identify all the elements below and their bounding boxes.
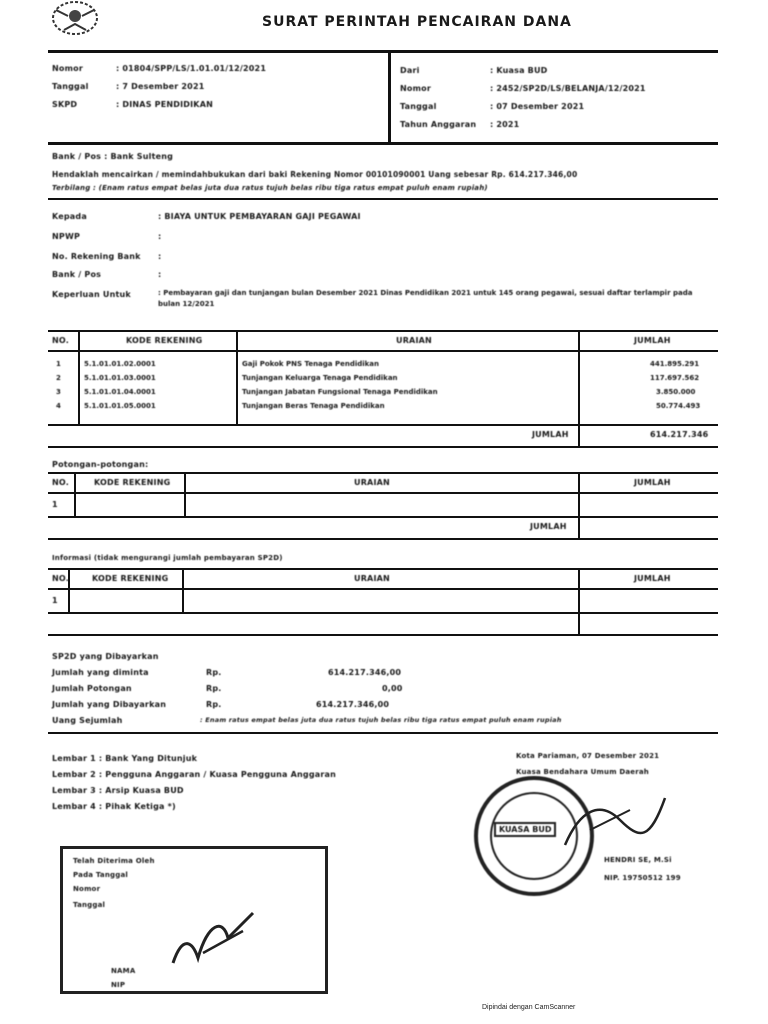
table-header: JUMLAH bbox=[634, 336, 671, 345]
distribution-item: Lembar 4 : Pihak Ketiga *) bbox=[52, 802, 176, 811]
summary-value: 614.217.346,00 bbox=[316, 700, 390, 709]
header-left-label: Tanggal bbox=[52, 82, 89, 91]
stamp-label: KUASA BUD bbox=[494, 822, 556, 837]
recipient-label: Kepada bbox=[52, 212, 87, 221]
receipt-line: Telah Diterima Oleh bbox=[73, 857, 155, 865]
table-rule bbox=[48, 538, 718, 540]
row-code: 5.1.01.01.05.0001 bbox=[84, 402, 156, 410]
summary-value: 0,00 bbox=[382, 684, 403, 693]
table-rule bbox=[48, 634, 718, 636]
sign-place-date: Kota Pariaman, 07 Desember 2021 bbox=[516, 752, 660, 760]
info-label: Informasi (tidak mengurangi jumlah pembayaran SP2D) bbox=[52, 554, 283, 562]
recipient-label: No. Rekening Bank bbox=[52, 252, 141, 261]
table-rule bbox=[48, 424, 718, 426]
header-right-label: Dari bbox=[400, 66, 420, 75]
signature-icon bbox=[560, 790, 670, 860]
receipt-line: Tanggal bbox=[73, 901, 106, 909]
table-header: JUMLAH bbox=[634, 478, 671, 487]
table-col bbox=[184, 472, 186, 518]
summary-currency: Rp. bbox=[206, 668, 222, 677]
deductions-label: Potongan-potongan: bbox=[52, 460, 149, 469]
summary-label: Jumlah yang Dibayarkan bbox=[52, 700, 167, 709]
header-left-value: : DINAS PENDIDIKAN bbox=[116, 100, 213, 109]
distribution-item: Lembar 1 : Bank Yang Ditunjuk bbox=[52, 754, 198, 763]
table-rule bbox=[48, 446, 718, 448]
row-desc: Tunjangan Jabatan Fungsional Tenaga Pendidikan bbox=[242, 388, 438, 396]
recipient-label: NPWP bbox=[52, 232, 81, 241]
summary-words-label: Uang Sejumlah bbox=[52, 716, 123, 725]
header-left-label: SKPD bbox=[52, 100, 78, 109]
table-col bbox=[182, 568, 184, 614]
table-header: KODE REKENING bbox=[126, 336, 203, 345]
header-right-value: : 07 Desember 2021 bbox=[490, 102, 585, 111]
receipt-line: NAMA bbox=[111, 967, 136, 975]
table-header: JUMLAH bbox=[634, 574, 671, 583]
row-no: 1 bbox=[56, 360, 61, 368]
row-no: 3 bbox=[56, 388, 61, 396]
handwritten-signature-icon bbox=[163, 903, 263, 973]
table-rule bbox=[48, 492, 718, 494]
header-left-label: Nomor bbox=[52, 64, 83, 73]
row-desc: Gaji Pokok PNS Tenaga Pendidikan bbox=[242, 360, 379, 368]
distribution-item: Lembar 3 : Arsip Kuasa BUD bbox=[52, 786, 184, 795]
table-header: KODE REKENING bbox=[92, 574, 169, 583]
row-no: 1 bbox=[52, 596, 58, 605]
document-title: SURAT PERINTAH PENCAIRAN DANA bbox=[262, 14, 572, 30]
header-right-label: Nomor bbox=[400, 84, 431, 93]
header-right-label: Tanggal bbox=[400, 102, 437, 111]
sign-nip: NIP. 19750512 199 bbox=[604, 874, 681, 882]
bank-line: Bank / Pos : Bank Sulteng bbox=[52, 152, 174, 161]
table-rule bbox=[48, 568, 718, 570]
row-amount: 441.895.291 bbox=[650, 360, 700, 368]
receipt-line: Pada Tanggal bbox=[73, 871, 128, 879]
row-amount: 50.774.493 bbox=[656, 402, 701, 410]
summary-currency: Rp. bbox=[206, 684, 222, 693]
summary-value: 614.217.346,00 bbox=[328, 668, 402, 677]
table-header: NO. bbox=[52, 336, 69, 345]
row-code: 5.1.01.01.02.0001 bbox=[84, 360, 156, 368]
summary-label: Jumlah yang diminta bbox=[52, 668, 149, 677]
table-total-label: JUMLAH bbox=[532, 430, 569, 439]
table-header: NO. bbox=[52, 478, 69, 487]
summary-rule bbox=[48, 732, 718, 734]
bank-terbilang: Terbilang : (Enam ratus empat belas juta dua ratus tujuh belas ribu tiga ratus empat puluh enam rupiah) bbox=[52, 184, 488, 192]
table-col bbox=[74, 472, 76, 518]
summary-words-value: : Enam ratus empat belas juta dua ratus tujuh belas ribu tiga ratus empat puluh enam rupiah bbox=[200, 716, 562, 724]
garuda-emblem-icon bbox=[46, 0, 104, 38]
table-header: URAIAN bbox=[354, 478, 390, 487]
row-no: 1 bbox=[52, 500, 58, 509]
bank-instruction: Hendaklah mencairkan / memindahbukukan dari baki Rekening Nomor 00101090001 Uang sebesar Rp. 614.217.346,00 bbox=[52, 170, 578, 179]
table-rule bbox=[48, 588, 718, 590]
row-code: 5.1.01.01.03.0001 bbox=[84, 374, 156, 382]
header-right-value: : 2021 bbox=[490, 120, 520, 129]
table-col bbox=[578, 330, 580, 448]
summary-currency: Rp. bbox=[206, 700, 222, 709]
row-no: 4 bbox=[56, 402, 61, 410]
distribution-item: Lembar 2 : Pengguna Anggaran / Kuasa Pengguna Anggaran bbox=[52, 770, 337, 779]
table-col bbox=[236, 330, 238, 426]
header-top-rule bbox=[48, 50, 718, 53]
recipient-value: : BIAYA UNTUK PEMBAYARAN GAJI PEGAWAI bbox=[158, 212, 361, 221]
table-total-value: 614.217.346 bbox=[650, 430, 709, 439]
summary-heading: SP2D yang Dibayarkan bbox=[52, 652, 159, 661]
row-desc: Tunjangan Keluarga Tenaga Pendidikan bbox=[242, 374, 398, 382]
header-bottom-rule bbox=[48, 142, 718, 145]
sign-name: HENDRI SE, M.Si bbox=[604, 856, 672, 864]
header-left-value: : 7 Desember 2021 bbox=[116, 82, 205, 91]
sign-role: Kuasa Bendahara Umum Daerah bbox=[516, 768, 649, 776]
recipient-label: Bank / Pos bbox=[52, 270, 102, 279]
recipient-value: : bbox=[158, 252, 162, 261]
receipt-box bbox=[60, 846, 328, 994]
table-rule bbox=[48, 350, 718, 352]
header-right-value: : 2452/SP2D/LS/BELANJA/12/2021 bbox=[490, 84, 646, 93]
table-rule bbox=[48, 516, 718, 518]
recipient-purpose: : Pembayaran gaji dan tunjangan bulan Desember 2021 Dinas Pendidikan 2021 untuk 145 orang pegawai, sesuai daftar terlampir pada bulan 12/2021 bbox=[158, 289, 693, 308]
recipient-label: Keperluan Untuk bbox=[52, 290, 131, 299]
receipt-line: NIP bbox=[111, 981, 126, 989]
row-amount: 3.850.000 bbox=[656, 388, 696, 396]
table-header: NO. bbox=[52, 574, 69, 583]
table-header: URAIAN bbox=[396, 336, 432, 345]
recipient-value: : bbox=[158, 232, 162, 241]
row-code: 5.1.01.01.04.0001 bbox=[84, 388, 156, 396]
header-divider bbox=[388, 52, 391, 144]
header-right-label: Tahun Anggaran bbox=[400, 120, 477, 129]
table-header: URAIAN bbox=[354, 574, 390, 583]
bank-rule bbox=[48, 198, 718, 200]
receipt-line: Nomor bbox=[73, 885, 101, 893]
table-header: KODE REKENING bbox=[94, 478, 171, 487]
recipient-value: : bbox=[158, 270, 162, 279]
table-rule bbox=[48, 612, 718, 614]
table-col bbox=[78, 330, 80, 426]
deductions-total-label: JUMLAH bbox=[530, 522, 567, 531]
row-no: 2 bbox=[56, 374, 61, 382]
summary-label: Jumlah Potongan bbox=[52, 684, 132, 693]
table-col bbox=[578, 568, 580, 636]
table-rule bbox=[48, 472, 718, 474]
table-col bbox=[578, 472, 580, 540]
row-desc: Tunjangan Beras Tenaga Pendidikan bbox=[242, 402, 385, 410]
scanner-footer: Dipindai dengan CamScanner bbox=[482, 1004, 576, 1011]
header-right-value: : Kuasa BUD bbox=[490, 66, 548, 75]
table-rule bbox=[48, 330, 718, 332]
header-left-value: : 01804/SPP/LS/1.01.01/12/2021 bbox=[116, 64, 267, 73]
row-amount: 117.697.562 bbox=[650, 374, 700, 382]
